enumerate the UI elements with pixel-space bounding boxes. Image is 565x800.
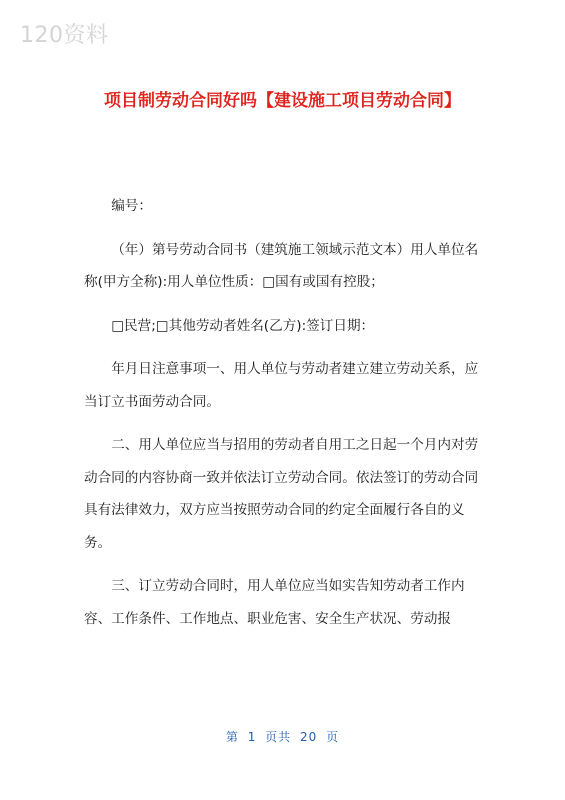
paragraph-notice-3: 三、订立劳动合同时，用人单位应当如实告知劳动者工作内容、工作条件、工作地点、职业危害、安全生产状况、劳动报	[84, 578, 465, 627]
footer-suffix: 页	[326, 730, 340, 744]
paragraph-notice-2: 二、用人单位应当与招用的劳动者自用工之日起一个月内对劳动合同的内容协商一致并依法订立劳动合同。依法签订的劳动合同具有法律效力，双方应当按照劳动合同的约定全面履行各自的义务。	[84, 437, 479, 551]
footer-total-pages: 20	[300, 730, 318, 744]
paragraph-contract-header: （年）第号劳动合同书（建筑施工领域示范文本）用人单位名称(甲方全称):用人单位性质：□国有或国有控股；	[84, 241, 479, 290]
paragraph-employee-info: □民营;□其他劳动者姓名(乙方):签订日期：	[111, 317, 375, 334]
paragraph-notice-1: 年月日注意事项一、用人单位与劳动者建立建立劳动关系，应当订立书面劳动合同。	[84, 361, 479, 410]
document-body	[84, 190, 486, 646]
footer-prefix: 第	[225, 730, 239, 744]
footer-middle: 页共	[265, 730, 292, 744]
page-footer	[0, 728, 565, 745]
watermark-logo: 120资料	[20, 23, 109, 48]
footer-page-number: 1	[247, 730, 257, 744]
document-title: 项目制劳动合同好吗【建设施工项目劳动合同】	[104, 91, 461, 111]
paragraph-contract-number: 编号：	[111, 198, 152, 214]
